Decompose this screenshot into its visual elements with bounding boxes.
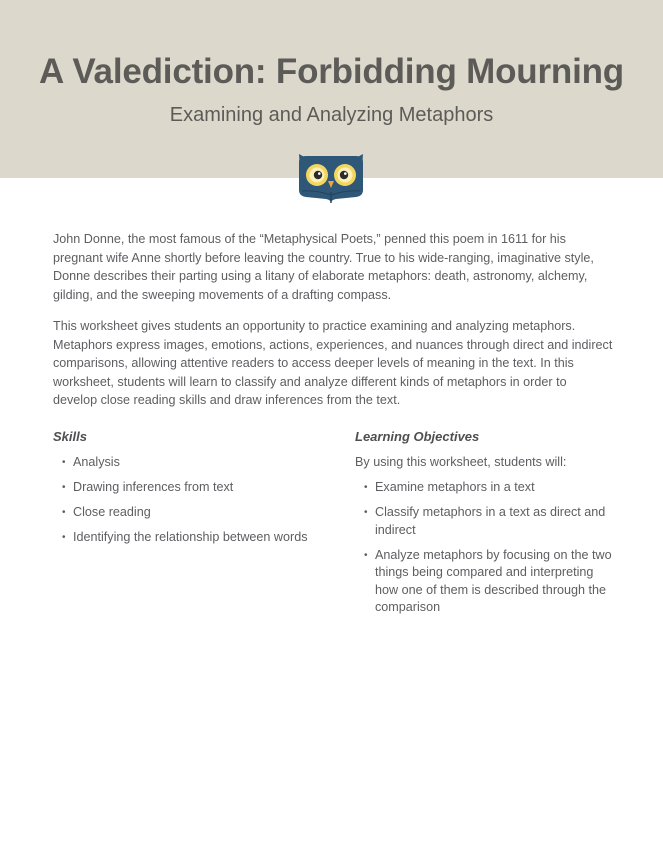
objective-label: Analyze metaphors by focusing on the two things being compared and interpreting how one of them is described through the comparison [375,547,612,614]
intro-paragraph: John Donne, the most famous of the “Metaphysical Poets,” penned this poem in 1611 for his pregnant wife Anne shortly before leaving the country. True to his wide-ranging, imaginative style, Donne describes their parting using a litany of elaborate metaphors: death, astronomy, alchemy, gilding, and the sweeping movements of a drafting compass. [53,232,594,302]
skill-label: Close reading [73,505,151,519]
bullet-icon: • [62,482,66,493]
owl-book-icon [296,150,366,206]
bullet-icon: • [364,549,368,561]
page-subtitle: Examining and Analyzing Metaphors [169,104,494,126]
description-paragraph: This worksheet gives students an opportunity to practice examining and analyzing metaphors. Metaphors express images, emotions, actions, experiences, and nuances through direct and indirect comparisons, allowing attentive readers to access deeper levels of meaning in the text. In this worksheet, students will learn to classify and analyze different kinds of metaphors in order to develop close reading skills and draw inferences from the text. [53,319,613,407]
bullet-icon: • [364,507,368,518]
skills-list [53,454,333,554]
list-item [355,547,617,617]
list-item [53,529,333,547]
objective-label: Classify metaphors in a text as direct and indirect [375,505,606,537]
bullet-icon: • [364,482,368,493]
page-title: A Valediction: Forbidding Mourning [39,52,624,91]
objective-label: Examine metaphors in a text [375,480,535,494]
list-item [355,479,617,497]
skill-label: Analysis [73,455,120,469]
objectives-heading: Learning Objectives [355,429,480,444]
bullet-icon: • [62,532,66,543]
bullet-icon: • [62,507,66,518]
list-item [355,504,617,539]
list-item [53,479,333,497]
skill-label: Identifying the relationship between words [73,530,308,544]
objectives-list [355,479,617,624]
list-item [53,504,333,522]
list-item [53,454,333,472]
skill-label: Drawing inferences from text [73,480,234,494]
objectives-intro: By using this worksheet, students will: [355,455,567,469]
bullet-icon: • [62,457,66,468]
skills-heading: Skills [53,429,87,444]
